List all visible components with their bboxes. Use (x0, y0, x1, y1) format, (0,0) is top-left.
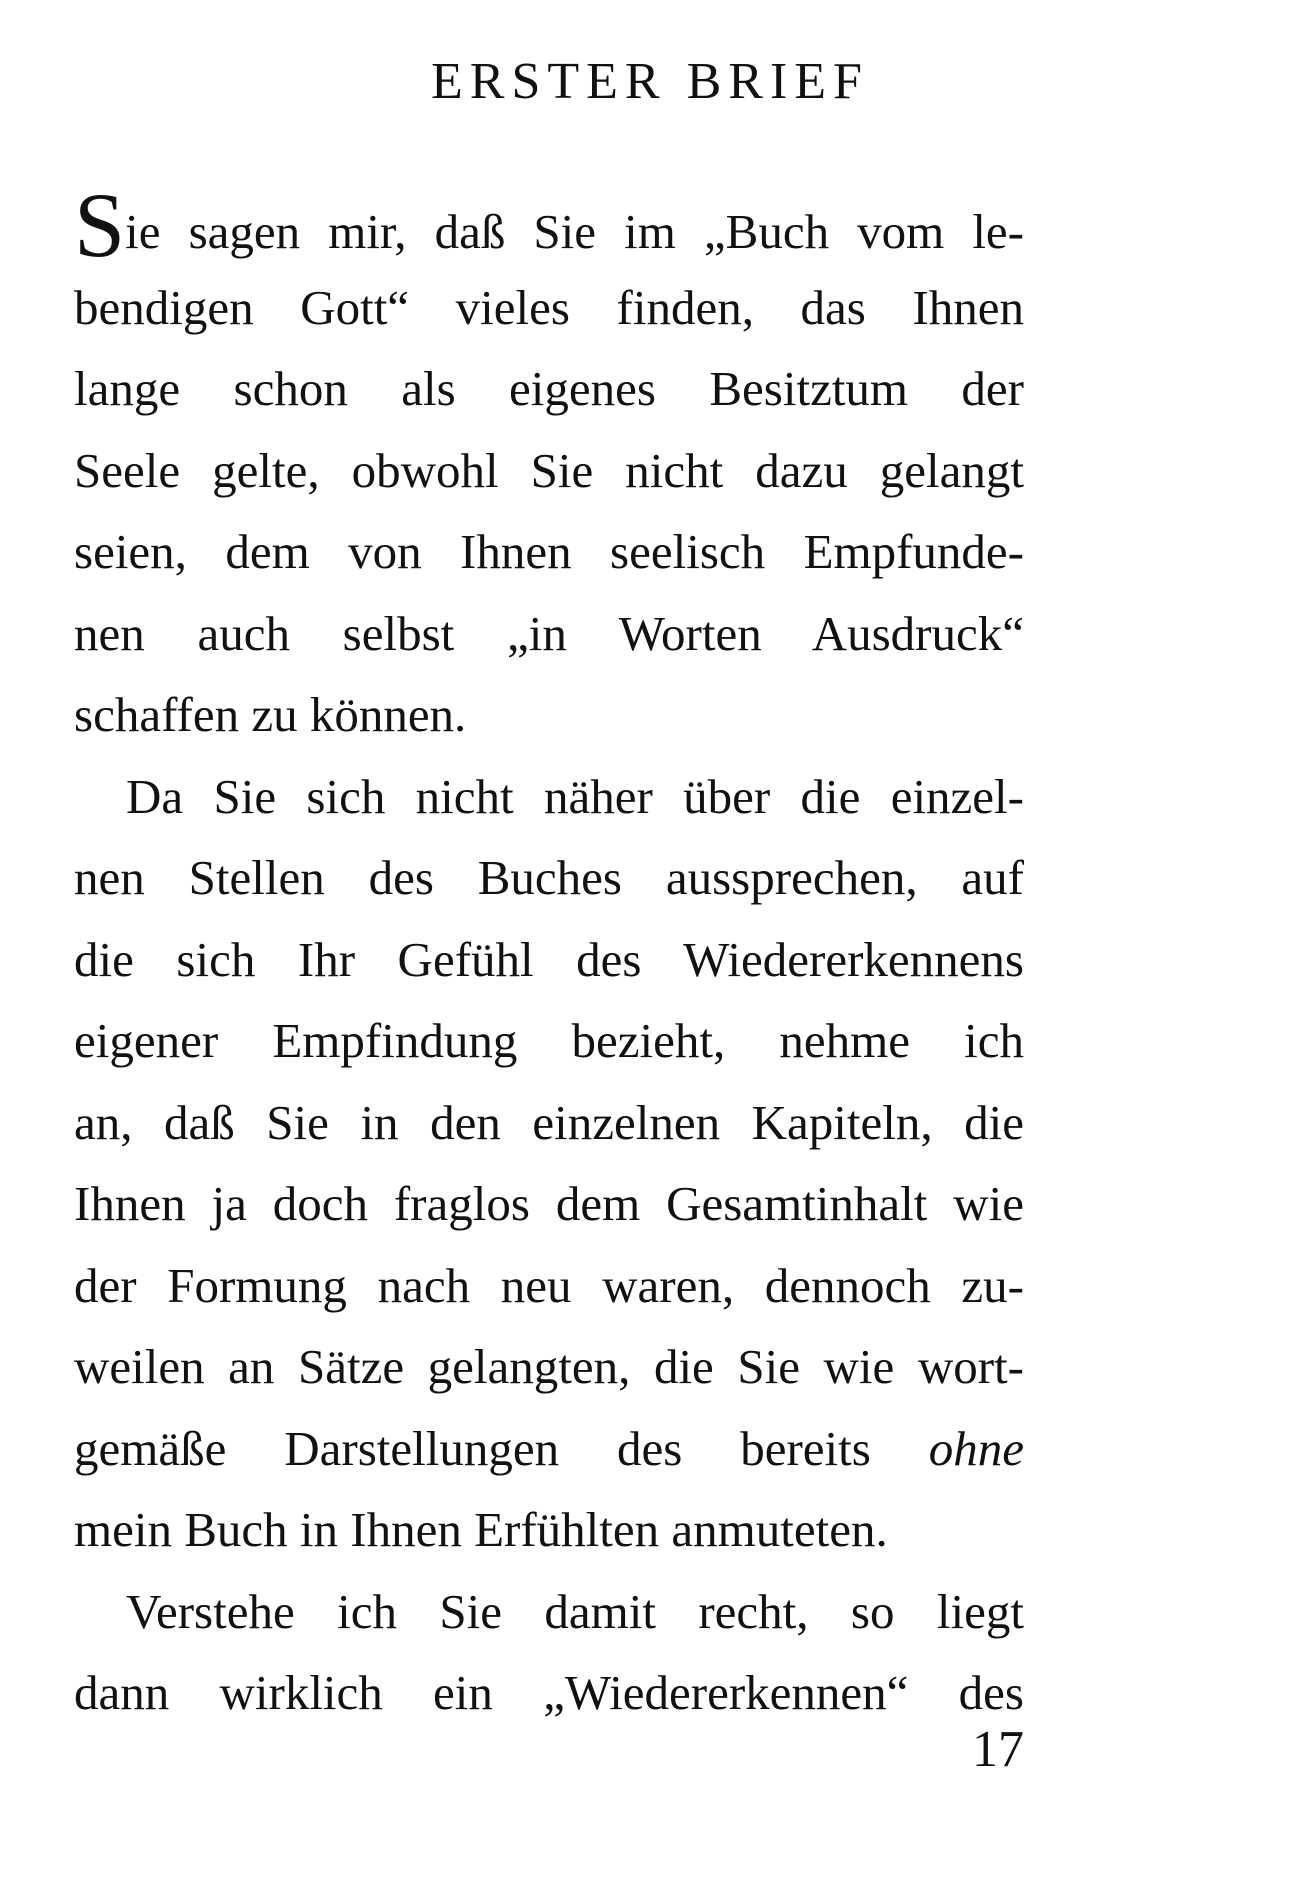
body-text (74, 174, 1024, 1734)
text-line: nen Stellen des Buches aussprechen, auf (74, 850, 1024, 905)
text-line-content: ie sagen mir, daß Sie im „Buch vom le- (125, 204, 1024, 259)
paragraph-3 (74, 1571, 1024, 1734)
text-line: seien, dem von Ihnen seelisch Empfunde- (74, 524, 1024, 579)
text-line: an, daß Sie in den einzelnen Kapiteln, die (74, 1094, 1024, 1150)
text-line: weilen an Sätze gelangten, die Sie wie wort- (74, 1339, 1024, 1394)
text-line: lange schon als eigenes Besitztum der (74, 361, 1024, 416)
text-line: nen auch selbst „in Worten Ausdruck“ (74, 605, 1024, 661)
text-line: der Formung nach neu waren, dennoch zu- (74, 1257, 1024, 1313)
text-line: bendigen Gott“ vieles finden, das Ihnen (74, 279, 1024, 335)
paragraph-2 (74, 756, 1024, 1571)
text-line-content: gemäße Darstellungen des bereits (74, 1420, 929, 1476)
chapter-title: ERSTER BRIEF (431, 53, 869, 110)
text-line: eigener Empfindung bezieht, nehme ich (74, 1013, 1024, 1068)
text-line: Seele gelte, obwohl Sie nicht dazu gelangt (74, 442, 1024, 498)
text-line: schaffen zu können. (74, 687, 467, 742)
text-line: Da Sie sich nicht näher über die einzel- (126, 768, 1024, 824)
text-line: Verstehe ich Sie damit recht, so liegt (126, 1583, 1024, 1639)
text-line (74, 174, 1024, 276)
text-line: Ihnen ja doch fraglos dem Gesamtinhalt wie (74, 1176, 1024, 1231)
page-number: 17 (972, 1721, 1024, 1778)
italic-emphasis: ohne (928, 1420, 1024, 1476)
paragraph-1 (74, 174, 1024, 756)
text-line: mein Buch in Ihnen Erfühlten anmuteten. (74, 1502, 888, 1557)
text-line: die sich Ihr Gefühl des Wiedererkennens (74, 931, 1024, 987)
drop-cap: S (74, 174, 126, 276)
text-line (74, 1408, 1024, 1490)
text-line: dann wirklich ein „Wiedererkennen“ des (74, 1665, 1024, 1720)
